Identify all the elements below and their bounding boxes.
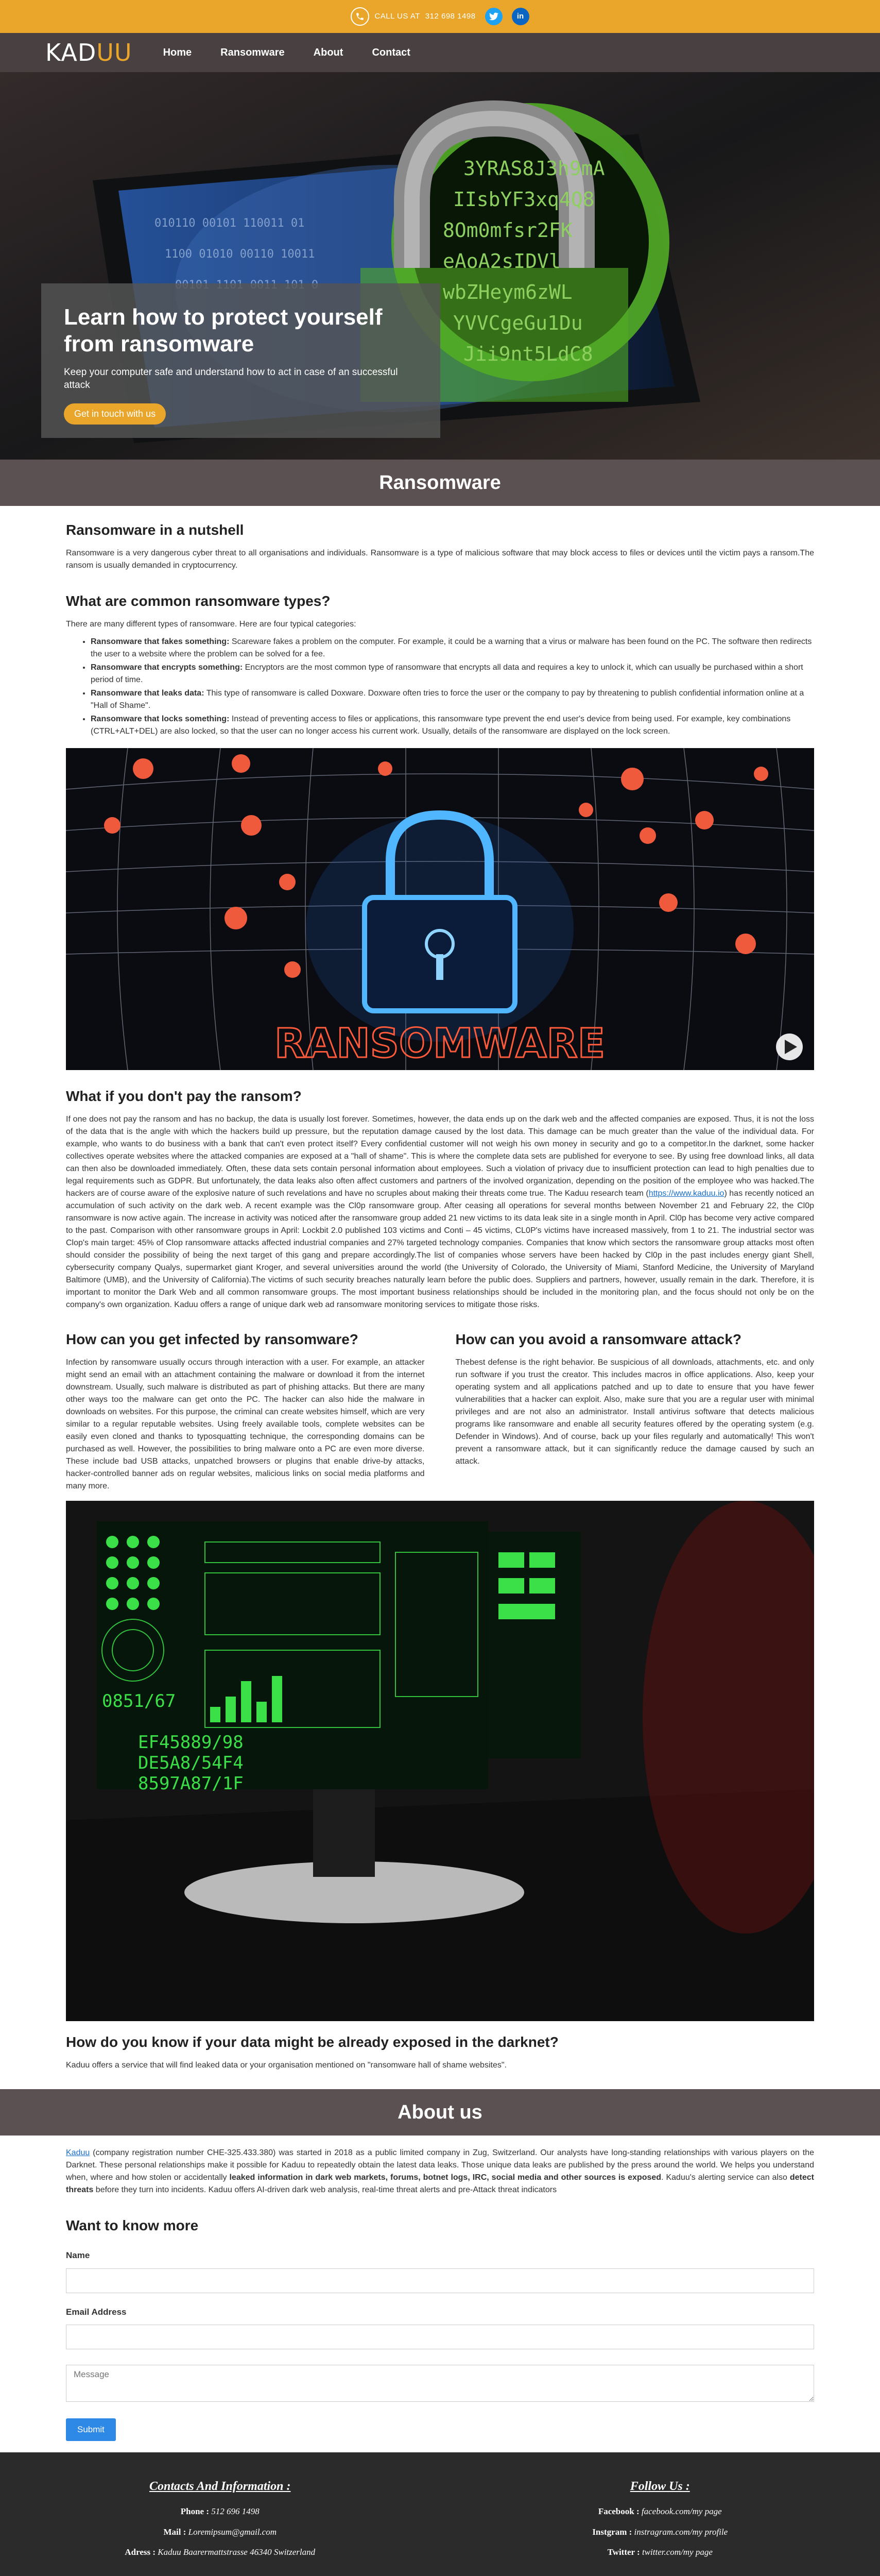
nav-home[interactable]: Home — [163, 47, 192, 58]
kaduu-link[interactable]: https://www.kaduu.io — [648, 1189, 724, 1198]
svg-text:eAoA2sIDVl: eAoA2sIDVl — [443, 250, 561, 273]
about-bold-1: leaked information in dark web markets, forums, botnet logs, IRC, social media and other sources is exposed — [229, 2173, 662, 2182]
footer-phone-value: 512 696 1498 — [211, 2506, 260, 2516]
main-nav — [0, 33, 880, 72]
footer-phone — [0, 2505, 440, 2518]
screen-line-2: DE5A8/54F4 — [138, 1753, 244, 1773]
screen-line-4: 0851/67 — [102, 1691, 176, 1711]
types-heading: What are common ransomware types? — [66, 593, 331, 609]
dontpay-text-b: ) has recently noticed an accumulation of such activity on the dark web. A recent example was the Cl0p ransomware group. After ceasing all operations for several months between November 21 and February 22, the Cl0p ransomware is now active again. The increase in activity was noticed after the ransomware group added 21 new victims to its data leak site in a single month in April. Cl0p has become very active compared to the past. Comparison with other ransomware groups in April: Lockbit 2.0 published 103 victims and Conti – 45 victims, CL0P's victims have increased massively, from 1 to 21. The industrial sector was Clop's main target: 45% of Clop ransomware attacks affected industrial companies and 27% targeted technology companies. Companies that know which sectors the ransomware group attacks most often should consider the possibility of being the next target of this gang and prepare accordingly.The list of companies whose servers have been hacked by Cl0p in the past includes energy giant Shell, cybersecurity company Qualys, supermarket giant Kroger, and several universities around the world (the University of Colorado, the University of Miami, Stanford Medicine, the University of Maryland Baltimore (UMB), and the University of California).The victims of such security breaches naturally learn before the public does. Suppliers and partners, however, usually remain in the dark. Therefore, it is important to monitor the Dark Web and all common ransomware groups. The most important business relationships should be included in the monitoring plan, and the focus should not only be on the company's own organization. Kaduu offers a range of unique dark web ad ransomware monitoring services to mitigate those risks. — [66, 1189, 814, 1309]
about-text-3: before they turn into incidents. Kaduu offers AI-driven dark web analysis, real-time threat alerts and pre-Attack threat indicators — [93, 2185, 557, 2194]
type-title: Ransomware that fakes something: — [91, 637, 230, 646]
list-item — [91, 713, 814, 738]
avoid-heading: How can you avoid a ransomware attack? — [455, 1331, 742, 1347]
dontpay-text-a: If one does not pay the ransom and has no backup, the data is usually lost forever. Sometimes, however, the data ends up on the dark web and the affected companies are exposed. Thus, it is not the loss of the data that is the angle with which the hackers build up pressure, but the reputation damage caused by the lost data. This damage can be much greater than the value of the individual data. For example, who wants to do business with a bank that can't even protect itself? Every confidential customer will not weigh his own money in security and go to a competitor.In the darknet, some hacker collectives operate websites where the attacked companies are exposed at a "hall of shame". This is where the complete data sets are published for everyone to see. By using free download links, all data can then also be downloaded immediately. Often, these data sets contain personal information about employees. Such a violation of privacy due to insufficient protection can lead to high penalties due to legal requirements such as GDPR. But unfortunately, the data leaks also often affect customers and partners of the involved organization, depending on the position of the employee who was hacked.The hackers are of course aware of the explosive nature of such revelations and have no scruples about making their threats come true. The Kaduu research team ( — [66, 1115, 814, 1198]
type-text: This type of ransomware is called Doxware. Doxware often tries to force the user or the company to pay by threatening to publish confidential information online at a "Hall of Shame". — [91, 689, 804, 710]
svg-text:3YRAS8J3h9mA: 3YRAS8J3h9mA — [463, 157, 605, 180]
footer-mail-value[interactable]: Loremipsum@gmail.com — [188, 2527, 277, 2537]
footer-contacts — [0, 2452, 440, 2576]
about-band: About us — [0, 2089, 880, 2136]
svg-text:YVVCgeGu1Du: YVVCgeGu1Du — [453, 312, 583, 334]
logo[interactable] — [45, 35, 132, 71]
name-field[interactable] — [66, 2268, 814, 2293]
svg-text:010110 00101 110011 01: 010110 00101 110011 01 — [154, 217, 305, 230]
ransomware-band: Ransomware — [0, 460, 880, 506]
footer-instagram-value: instragram.com/my profile — [634, 2527, 728, 2537]
footer-follow-title: Follow Us : — [630, 2480, 690, 2493]
type-title: Ransomware that encrypts something: — [91, 663, 243, 672]
footer-follow — [440, 2452, 880, 2576]
hero-subtitle: Keep your computer safe and understand how to act in case of an successful attack — [64, 366, 398, 391]
avoid-text: Thebest defense is the right behavior. Be suspicious of all downloads, attachments, etc. and only run software if you trust the creator. This includes macros in office applications. Also, keep your operating system and all applications patched and up to date to ensure that you have fewer vulnerabilities that a hacker can exploit. Also, make sure that you are a regular user with minimal privileges and are not also an administrator. Install antivirus software that detects malicious programs like ransomware and enable all security features offered by the operating system (e.g. Defender in Windows). And of course, back up your files regularly and automatically! This won't prevent a ransomware attack, but it can significantly reduce the damage caused by such an attack. — [455, 1358, 814, 1466]
svg-text:8Om0mfsr2FK: 8Om0mfsr2FK — [443, 219, 573, 242]
submit-button[interactable]: Submit — [66, 2418, 116, 2441]
exposed-heading: How do you know if your data might be already exposed in the darknet? — [66, 2034, 559, 2050]
twitter-icon[interactable] — [485, 8, 503, 25]
dontpay-heading: What if you don't pay the ransom? — [66, 1088, 302, 1104]
footer-instagram-label: Instgram : — [592, 2527, 632, 2537]
logo-text: KAD — [45, 38, 97, 66]
footer-instagram[interactable] — [440, 2526, 880, 2539]
ransomware-watermark: RANSOMWARE — [274, 1021, 606, 1067]
type-text: Instead of preventing access to files or applications, this ransomware type prevent the end user's device from being used. For example, key combinations (CTRL+ALT+DEL) are also locked, so that the user can no longer access his current work. Usually, details of the ransomware are displayed on the lock screen. — [91, 715, 791, 736]
nutshell-heading: Ransomware in a nutshell — [66, 522, 244, 538]
screen-line-3: 8597A87/1F — [138, 1773, 244, 1794]
about-bold-2: detect threats — [66, 2173, 814, 2194]
call-us-label: CALL US AT — [374, 11, 420, 21]
svg-text:1100 01010 00110 10011: 1100 01010 00110 10011 — [165, 248, 315, 261]
footer-facebook[interactable] — [440, 2505, 880, 2518]
infected-text: Infection by ransomware usually occurs through interaction with a user. For example, an attacker might send an email with an attachment containing the malware or download it from the internet downstream. Usually, such malware is distributed as part of phishing attacks. But there are many other ways too the malware can get onto the PC. The hacker can also hide the malware in downloads on websites. For this purpose, the criminal can create websites himself, which are very similar to a regular reputable websites. Using freely available tools, complete websites can be easily even cloned and thanks to typosquatting technique, the corresponding domains can be purchased as well. However, the possibilities to bring malware onto a PC are even more diverse. These include bad USB attacks, unpatched browsers or plugins that enable drive-by attacks, hacker-controlled banner ads on regular websites, malicious links on social media platforms and many more. — [66, 1358, 425, 1490]
about-kaduu-link[interactable]: Kaduu — [66, 2148, 90, 2157]
call-us[interactable] — [351, 7, 475, 26]
list-item — [91, 662, 814, 686]
type-text: Scareware fakes a problem on the computer. For example, it could be a warning that a virus or malware has been found on the PC. The software then redirects the user to a website where the problem can be solved for a fee. — [91, 637, 812, 658]
footer-mail — [0, 2526, 440, 2539]
top-bar — [0, 0, 880, 33]
hero-panel — [41, 283, 440, 438]
infected-heading: How can you get infected by ransomware? — [66, 1331, 358, 1347]
hacker-monitor-image — [66, 1501, 814, 2021]
type-title: Ransomware that leaks data: — [91, 689, 204, 698]
footer-twitter-value: twitter.com/my page — [642, 2547, 713, 2557]
svg-text:Jii9nt5LdC8: Jii9nt5LdC8 — [463, 343, 593, 365]
types-list — [91, 636, 814, 738]
message-field[interactable] — [66, 2365, 814, 2402]
footer-contacts-title: Contacts And Information : — [149, 2480, 291, 2493]
footer-address-label: Adress : — [125, 2547, 156, 2557]
logo-accent: UU — [96, 38, 132, 66]
ransomware-content — [0, 519, 880, 2072]
footer-facebook-value: facebook.com/my page — [641, 2506, 722, 2516]
name-label: Name — [66, 2250, 90, 2260]
about-text-2: . Kaduu's alerting service can also — [661, 2173, 790, 2182]
type-text: Encryptors are the most common type of ransomware that encrypts all data and requires a key to unlock it, which can usually be purchased within a short period of time. — [91, 663, 803, 684]
phone-icon — [351, 7, 369, 26]
svg-text:wbZHeym6zWL: wbZHeym6zWL — [443, 281, 573, 303]
email-field[interactable] — [66, 2325, 814, 2349]
about-content — [0, 2147, 880, 2441]
hero-title: Learn how to protect yourself from ransomware — [64, 304, 383, 357]
two-columns — [66, 1329, 814, 1493]
footer-twitter-label: Twitter : — [607, 2547, 640, 2557]
footer-address-value: Kaduu Baarermattstrasse 46340 Switzerland — [158, 2547, 316, 2557]
exposed-text: Kaduu offers a service that will find leaked data or your organisation mentioned on "ransomware hall of shame websites". — [66, 2061, 507, 2070]
footer-address — [0, 2546, 440, 2559]
footer — [0, 2452, 880, 2576]
type-title: Ransomware that locks something: — [91, 715, 230, 723]
contact-form — [66, 2249, 814, 2441]
nav-ransomware[interactable]: Ransomware — [220, 47, 285, 58]
infected-column — [66, 1329, 425, 1493]
nav-about[interactable]: About — [313, 47, 343, 58]
nav-contact[interactable]: Contact — [372, 47, 410, 58]
footer-facebook-label: Facebook : — [598, 2506, 640, 2516]
types-intro: There are many different types of ransomware. Here are four typical categories: — [66, 620, 356, 629]
get-in-touch-button[interactable]: Get in touch with us — [64, 403, 166, 425]
about-text-1: (company registration number CHE-325.433.380) was started in 2018 as a public limited company in Zug, Switzerland. Our analysts have long-standing relationships with various players on the Darknet. These personal relationships make it possible for Kaduu to repeatedly obtain the latest data leaks. Those unique data leaks are published by the press around the world. We helps you understand when, where and how stolen or accidentally — [66, 2148, 814, 2182]
avoid-column — [456, 1329, 815, 1493]
list-item — [91, 687, 814, 712]
linkedin-icon[interactable]: in — [512, 8, 529, 25]
svg-text:IIsbYF3xq4Q8: IIsbYF3xq4Q8 — [453, 188, 595, 211]
footer-phone-label: Phone : — [180, 2506, 209, 2516]
contact-heading: Want to know more — [66, 2217, 199, 2233]
hero — [0, 72, 880, 460]
email-label: Email Address — [66, 2307, 127, 2317]
ransomware-image — [66, 748, 814, 1070]
list-item — [91, 636, 814, 660]
dontpay-text — [66, 1113, 814, 1311]
screen-line-1: EF45889/98 — [138, 1732, 244, 1753]
phone-number: 312 698 1498 — [425, 11, 476, 21]
about-text — [66, 2147, 814, 2196]
footer-mail-label: Mail : — [163, 2527, 186, 2537]
footer-twitter[interactable] — [440, 2546, 880, 2559]
nutshell-text: Ransomware is a very dangerous cyber threat to all organisations and individuals. Ransomware is a type of malicious software that may block access to files or devices until the victim pays a ransom.The ransom is usually demanded in cryptocurrency. — [66, 549, 814, 570]
